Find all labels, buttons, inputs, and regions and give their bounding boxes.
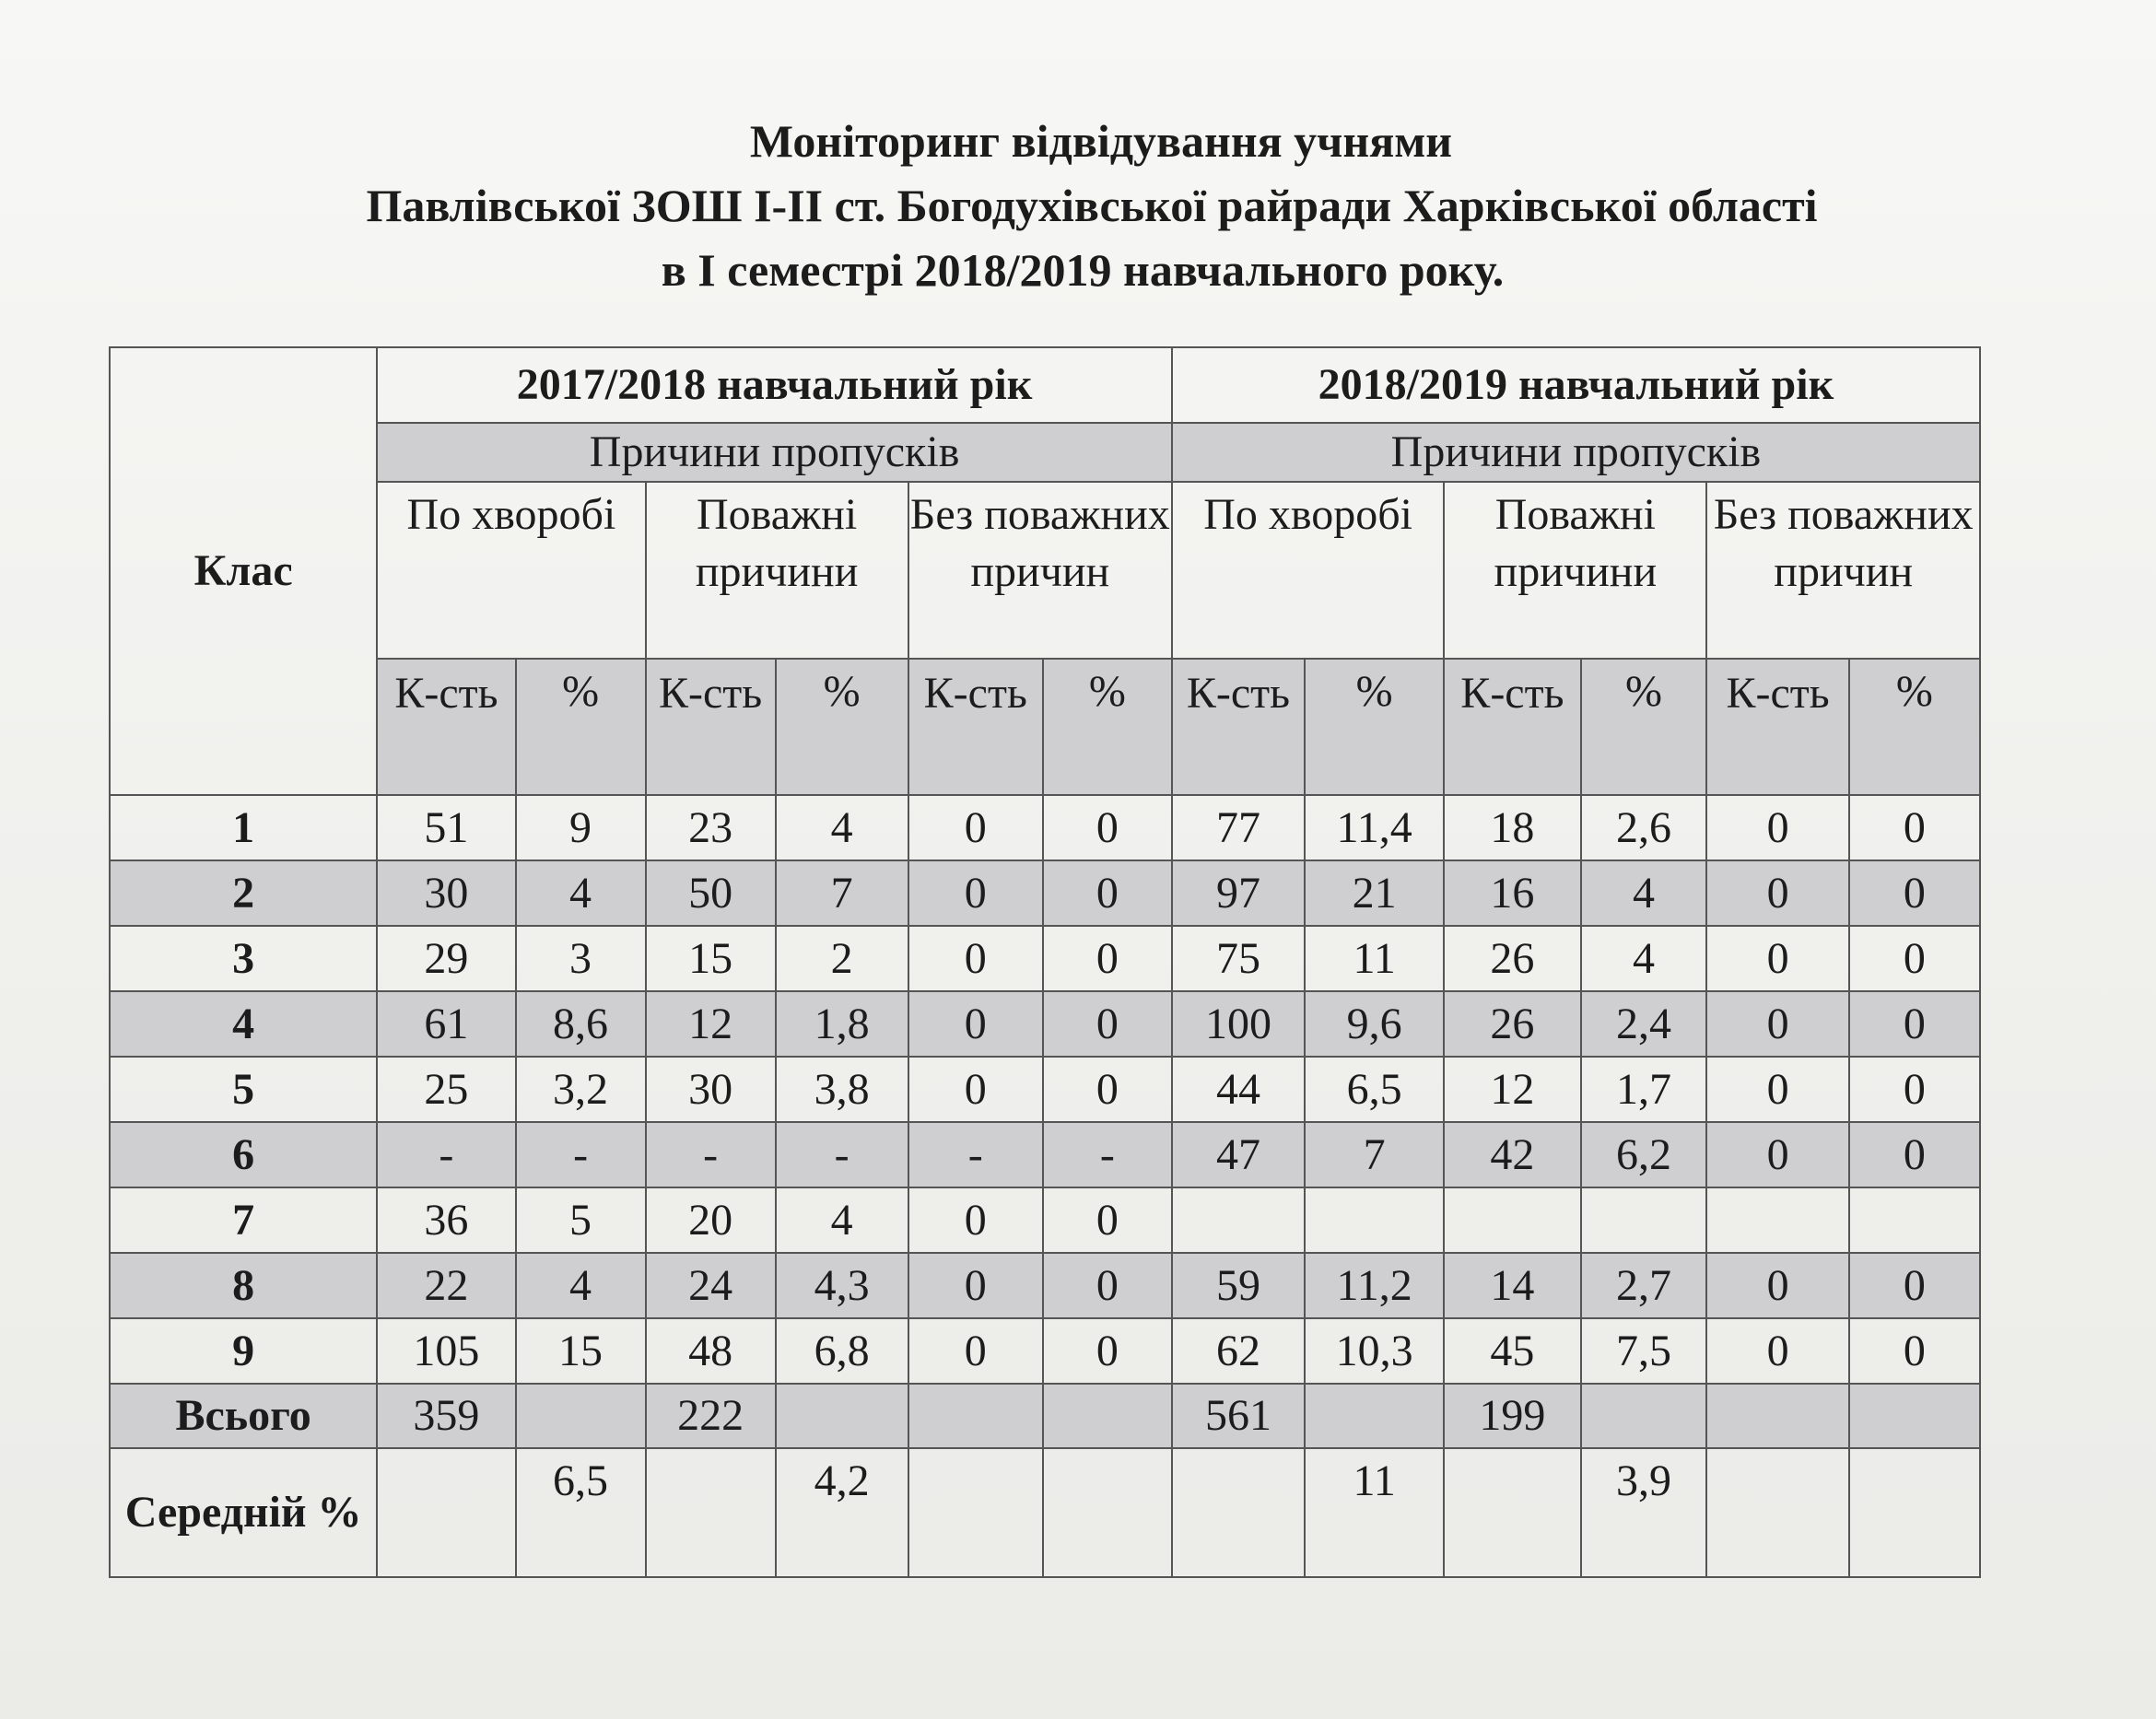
table-cell — [1305, 1187, 1444, 1253]
table-cell: 20 — [646, 1187, 776, 1253]
table-cell: - — [908, 1122, 1043, 1187]
table-cell: 61 — [377, 991, 515, 1057]
table-cell: 0 — [908, 991, 1043, 1057]
table-cell: 12 — [1444, 1057, 1580, 1122]
table-cell: 0 — [1043, 1057, 1172, 1122]
table-cell: 0 — [1849, 1318, 1980, 1384]
table-row — [110, 795, 1980, 860]
table-cell: 15 — [516, 1318, 646, 1384]
title-line-2: Павлівської ЗОШ І-ІІ ст. Богодухівської райради Харківської області — [366, 180, 1818, 231]
table-cell: 0 — [1043, 795, 1172, 860]
count-header: К-сть — [377, 659, 515, 795]
table-cell — [776, 1384, 908, 1448]
table-row — [110, 926, 1980, 991]
year-header: 2017/2018 навчальний рік — [377, 347, 1172, 423]
class-label: 2 — [110, 860, 377, 926]
table-cell: - — [516, 1122, 646, 1187]
header-row-categories — [110, 482, 1980, 659]
header-row-reasons — [110, 423, 1980, 482]
table-row — [110, 1318, 1980, 1384]
table-cell — [1444, 1448, 1580, 1577]
table-cell: 4,3 — [776, 1253, 908, 1318]
table-cell: 4 — [1581, 926, 1707, 991]
table-cell — [1706, 1384, 1848, 1448]
table-cell: 6,2 — [1581, 1122, 1707, 1187]
table-cell: 0 — [1849, 926, 1980, 991]
table-cell: 2,7 — [1581, 1253, 1707, 1318]
table-cell: 22 — [377, 1253, 515, 1318]
average-label: Середній % — [110, 1448, 377, 1577]
table-cell: 0 — [908, 1318, 1043, 1384]
table-cell: 75 — [1172, 926, 1305, 991]
table-cell: 59 — [1172, 1253, 1305, 1318]
table-cell: 6,5 — [1305, 1057, 1444, 1122]
class-header: Клас — [110, 347, 377, 795]
table-cell: - — [377, 1122, 515, 1187]
table-cell: 26 — [1444, 991, 1580, 1057]
table-cell — [516, 1384, 646, 1448]
reasons-header: Причини пропусків — [377, 423, 1172, 482]
table-cell: 2 — [776, 926, 908, 991]
table-cell: 6,8 — [776, 1318, 908, 1384]
table-cell: 8,6 — [516, 991, 646, 1057]
table-cell: 0 — [1706, 1318, 1848, 1384]
table-cell: 1,7 — [1581, 1057, 1707, 1122]
table-cell — [1706, 1187, 1848, 1253]
table-cell — [1043, 1448, 1172, 1577]
table-cell: 105 — [377, 1318, 515, 1384]
table-cell — [1581, 1384, 1707, 1448]
reasons-header: Причини пропусків — [1172, 423, 1980, 482]
table-cell: 0 — [1849, 1122, 1980, 1187]
table-cell: - — [776, 1122, 908, 1187]
table-cell: 0 — [908, 1187, 1043, 1253]
table-cell: 3,8 — [776, 1057, 908, 1122]
table-cell: 0 — [1043, 926, 1172, 991]
table-cell: 0 — [1706, 795, 1848, 860]
class-label: 5 — [110, 1057, 377, 1122]
count-header: К-сть — [908, 659, 1043, 795]
table-cell: 10,3 — [1305, 1318, 1444, 1384]
table-row — [110, 860, 1980, 926]
category-header: По хворобі — [377, 482, 645, 659]
class-label: 9 — [110, 1318, 377, 1384]
table-cell: 30 — [377, 860, 515, 926]
category-header: По хворобі — [1172, 482, 1444, 659]
table-cell: 30 — [646, 1057, 776, 1122]
table-cell: 26 — [1444, 926, 1580, 991]
category-header: Поважні причини — [646, 482, 908, 659]
table-cell: 7 — [776, 860, 908, 926]
count-header: К-сть — [1706, 659, 1848, 795]
table-cell: 0 — [1706, 1057, 1848, 1122]
table-cell: 18 — [1444, 795, 1580, 860]
table-cell: 7 — [1305, 1122, 1444, 1187]
table-cell — [1706, 1448, 1848, 1577]
header-row-years — [110, 347, 1980, 423]
table-cell: 44 — [1172, 1057, 1305, 1122]
table-cell: 222 — [646, 1384, 776, 1448]
table-cell: 4 — [776, 1187, 908, 1253]
table-cell: 0 — [908, 795, 1043, 860]
table-cell: 48 — [646, 1318, 776, 1384]
table-cell — [1172, 1448, 1305, 1577]
table-row — [110, 1122, 1980, 1187]
table-cell: 36 — [377, 1187, 515, 1253]
attendance-table — [109, 346, 1981, 1578]
table-cell: 0 — [1849, 1253, 1980, 1318]
table-cell: 0 — [1706, 926, 1848, 991]
title-line-3: в І семестрі 2018/2019 навчального року. — [661, 244, 1505, 296]
table-cell: 45 — [1444, 1318, 1580, 1384]
table-cell: 21 — [1305, 860, 1444, 926]
table-cell: 24 — [646, 1253, 776, 1318]
table-cell: 11 — [1305, 926, 1444, 991]
table-cell — [1849, 1448, 1980, 1577]
percent-header: % — [1305, 659, 1444, 795]
table-row — [110, 1253, 1980, 1318]
percent-header: % — [776, 659, 908, 795]
table-cell: 561 — [1172, 1384, 1305, 1448]
table-cell: 2,4 — [1581, 991, 1707, 1057]
table-cell — [908, 1384, 1043, 1448]
table-cell: 359 — [377, 1384, 515, 1448]
table-cell — [1849, 1384, 1980, 1448]
table-cell: 4 — [1581, 860, 1707, 926]
table-cell: 29 — [377, 926, 515, 991]
total-row — [110, 1384, 1980, 1448]
category-header: Без поважних причин — [908, 482, 1172, 659]
table-cell: 1,8 — [776, 991, 908, 1057]
table-cell: 50 — [646, 860, 776, 926]
table-cell: 0 — [1706, 1253, 1848, 1318]
year-header: 2018/2019 навчальний рік — [1172, 347, 1980, 423]
percent-header: % — [1581, 659, 1707, 795]
class-label: 6 — [110, 1122, 377, 1187]
count-header: К-сть — [1444, 659, 1580, 795]
table-cell: 4 — [516, 860, 646, 926]
class-label: 4 — [110, 991, 377, 1057]
table-cell: 0 — [1849, 795, 1980, 860]
table-cell: 0 — [1706, 860, 1848, 926]
total-label: Всього — [110, 1384, 377, 1448]
table-cell — [1444, 1187, 1580, 1253]
table-cell: 47 — [1172, 1122, 1305, 1187]
table-cell — [1043, 1384, 1172, 1448]
table-cell: 6,5 — [516, 1448, 646, 1577]
table-cell: 0 — [908, 860, 1043, 926]
table-cell: 15 — [646, 926, 776, 991]
table-cell: 9,6 — [1305, 991, 1444, 1057]
table-cell: 51 — [377, 795, 515, 860]
category-header: Без поважних причин — [1706, 482, 1980, 659]
table-cell — [377, 1448, 515, 1577]
table-cell: 0 — [1043, 1253, 1172, 1318]
header-row-units — [110, 659, 1980, 795]
table-cell: 4 — [516, 1253, 646, 1318]
class-label: 1 — [110, 795, 377, 860]
table-row — [110, 1187, 1980, 1253]
table-cell: 11 — [1305, 1448, 1444, 1577]
table-cell — [1305, 1384, 1444, 1448]
table-cell: 11,4 — [1305, 795, 1444, 860]
table-cell: 0 — [908, 1253, 1043, 1318]
table-cell: 0 — [1043, 1187, 1172, 1253]
table-cell — [646, 1448, 776, 1577]
table-cell: 97 — [1172, 860, 1305, 926]
table-cell: 199 — [1444, 1384, 1580, 1448]
percent-header: % — [1043, 659, 1172, 795]
table-cell: 0 — [1849, 991, 1980, 1057]
table-cell: 100 — [1172, 991, 1305, 1057]
table-cell: 4 — [776, 795, 908, 860]
table-cell: 3,2 — [516, 1057, 646, 1122]
table-cell: 0 — [908, 926, 1043, 991]
table-cell: - — [646, 1122, 776, 1187]
table-cell: 11,2 — [1305, 1253, 1444, 1318]
table-cell: 23 — [646, 795, 776, 860]
title-line-1: Моніторинг відвідування учнями — [749, 115, 1453, 167]
table-cell: 3,9 — [1581, 1448, 1707, 1577]
percent-header: % — [1849, 659, 1980, 795]
table-cell: 0 — [1706, 1122, 1848, 1187]
table-cell: 5 — [516, 1187, 646, 1253]
table-cell: 42 — [1444, 1122, 1580, 1187]
class-label: 7 — [110, 1187, 377, 1253]
table-cell: 16 — [1444, 860, 1580, 926]
table-cell: 4,2 — [776, 1448, 908, 1577]
category-header: Поважні причини — [1444, 482, 1706, 659]
class-label: 8 — [110, 1253, 377, 1318]
table-cell: 2,6 — [1581, 795, 1707, 860]
table-cell: 0 — [1849, 1057, 1980, 1122]
table-cell: 25 — [377, 1057, 515, 1122]
percent-header: % — [516, 659, 646, 795]
table-cell: 77 — [1172, 795, 1305, 860]
table-cell: 0 — [1043, 991, 1172, 1057]
table-row — [110, 1057, 1980, 1122]
table-cell — [1849, 1187, 1980, 1253]
table-cell: 0 — [1706, 991, 1848, 1057]
table-cell: 62 — [1172, 1318, 1305, 1384]
table-cell — [908, 1448, 1043, 1577]
table-cell: 3 — [516, 926, 646, 991]
count-header: К-сть — [1172, 659, 1305, 795]
table-row — [110, 991, 1980, 1057]
table-cell: 7,5 — [1581, 1318, 1707, 1384]
table-cell: 0 — [1043, 860, 1172, 926]
average-row — [110, 1448, 1980, 1577]
table-cell: - — [1043, 1122, 1172, 1187]
table-cell — [1172, 1187, 1305, 1253]
table-cell: 0 — [1849, 860, 1980, 926]
table-cell: 0 — [1043, 1318, 1172, 1384]
table-cell: 9 — [516, 795, 646, 860]
table-cell — [1581, 1187, 1707, 1253]
table-cell: 0 — [908, 1057, 1043, 1122]
class-label: 3 — [110, 926, 377, 991]
table-cell: 12 — [646, 991, 776, 1057]
document-title — [0, 109, 2156, 302]
count-header: К-сть — [646, 659, 776, 795]
table-cell: 14 — [1444, 1253, 1580, 1318]
